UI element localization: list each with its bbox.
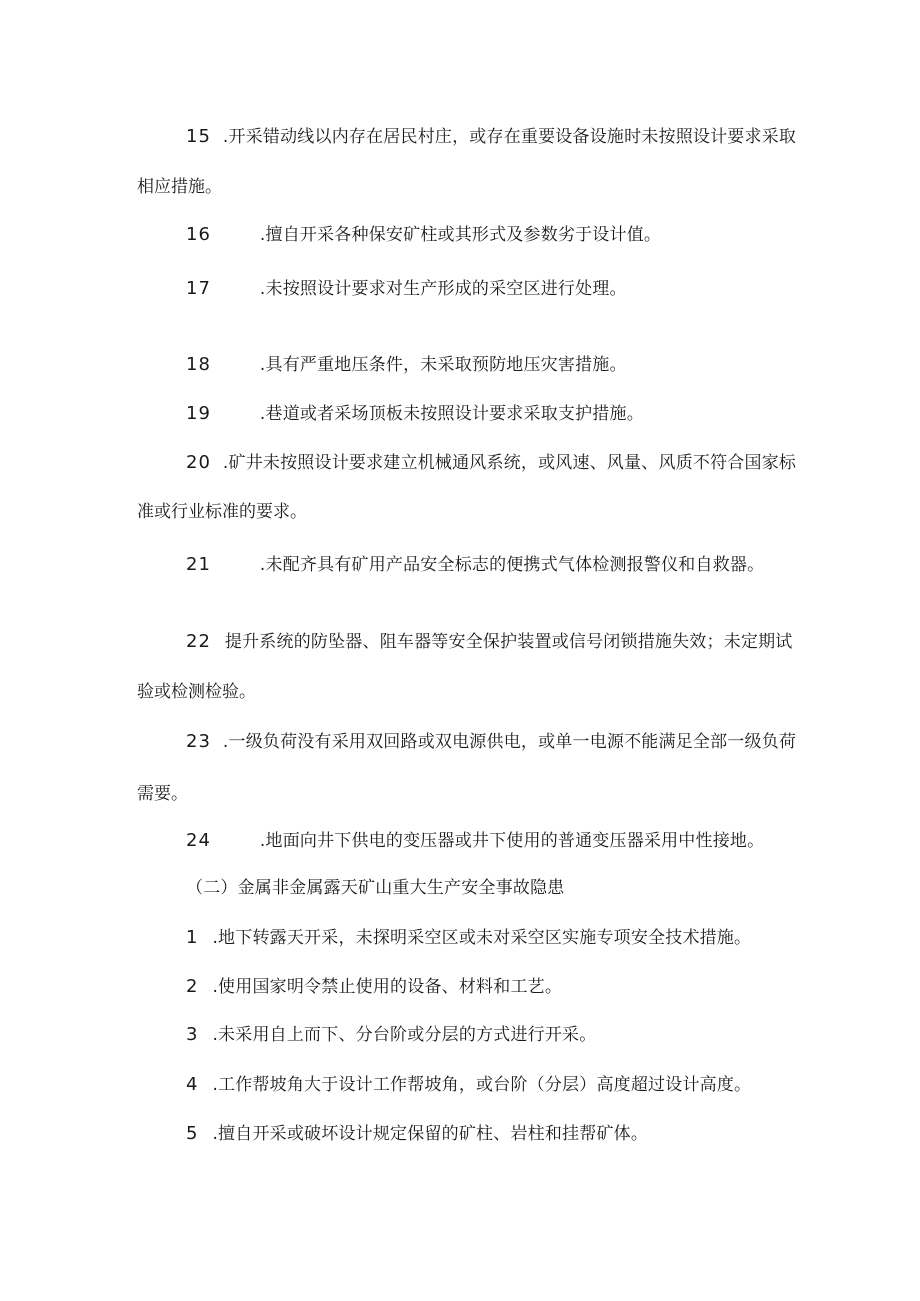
item-text: .矿井未按照设计要求建立机械通风系统，或风速、风量、风质不符合国家标 <box>222 453 797 473</box>
item-text: .未配齐具有矿用产品安全标志的便携式气体检测报警仪和自救器。 <box>259 555 765 575</box>
item-continuation: 验或检测检验。 <box>137 682 256 702</box>
list-item <box>186 977 562 997</box>
item-number: 4 <box>186 1074 199 1095</box>
item-text: .开采错动线以内存在居民村庄，或存在重要设备设施时未按照设计要求采取 <box>222 127 797 147</box>
list-item <box>186 632 793 652</box>
item-text: 提升系统的防坠器、阻车器等安全保护装置或信号闭锁措施失效；未定期试 <box>224 632 793 652</box>
item-text: .一级负荷没有采用双回路或双电源供电，或单一电源不能满足全部一级负荷 <box>222 732 797 752</box>
item-text: .未按照设计要求对生产形成的采空区进行处理。 <box>259 279 627 299</box>
item-number: 3 <box>186 1024 199 1045</box>
list-item <box>186 127 796 147</box>
item-continuation: 需要。 <box>137 784 188 804</box>
list-item <box>186 555 764 575</box>
list-item <box>186 404 644 424</box>
item-number: 23 <box>186 731 211 752</box>
item-continuation: 准或行业标准的要求。 <box>137 502 307 522</box>
item-text: .使用国家明令禁止使用的设备、材料和工艺。 <box>212 977 563 997</box>
item-text: .地面向井下供电的变压器或井下使用的普通变压器采用中性接地。 <box>259 831 765 851</box>
list-item <box>186 732 796 752</box>
item-text: .巷道或者采场顶板未按照设计要求采取支护措施。 <box>259 404 644 424</box>
item-number: 18 <box>186 354 211 375</box>
list-item <box>186 225 661 245</box>
item-number: 24 <box>186 830 211 851</box>
item-text: .未采用自上而下、分台阶或分层的方式进行开采。 <box>212 1025 597 1045</box>
list-item <box>186 928 751 948</box>
item-number: 19 <box>186 403 211 424</box>
item-text: .具有严重地压条件，未采取预防地压灾害措施。 <box>259 355 627 375</box>
item-number: 22 <box>186 631 211 652</box>
item-number: 16 <box>186 224 211 245</box>
item-number: 20 <box>186 452 211 473</box>
item-text: .地下转露天开采，未探明采空区或未对采空区实施专项安全技术措施。 <box>212 928 752 948</box>
item-continuation: 相应措施。 <box>137 177 222 197</box>
list-item <box>186 279 627 299</box>
list-item <box>186 1124 648 1144</box>
section-heading: （二）金属非金属露天矿山重大生产安全事故隐患 <box>186 878 565 898</box>
list-item <box>186 355 627 375</box>
item-number: 15 <box>186 126 211 147</box>
item-text: .擅自开采各种保安矿柱或其形式及参数劣于设计值。 <box>259 225 662 245</box>
list-item <box>186 1025 596 1045</box>
item-text: .擅自开采或破坏设计规定保留的矿柱、岩柱和挂帮矿体。 <box>212 1124 649 1144</box>
item-text: .工作帮坡角大于设计工作帮坡角，或台阶（分层）高度超过设计高度。 <box>212 1075 752 1095</box>
item-number: 2 <box>186 976 199 997</box>
list-item <box>186 453 796 473</box>
list-item <box>186 1075 751 1095</box>
item-number: 5 <box>186 1123 199 1144</box>
list-item <box>186 831 764 851</box>
item-number: 1 <box>186 927 199 948</box>
item-number: 21 <box>186 554 211 575</box>
item-number: 17 <box>186 278 211 299</box>
